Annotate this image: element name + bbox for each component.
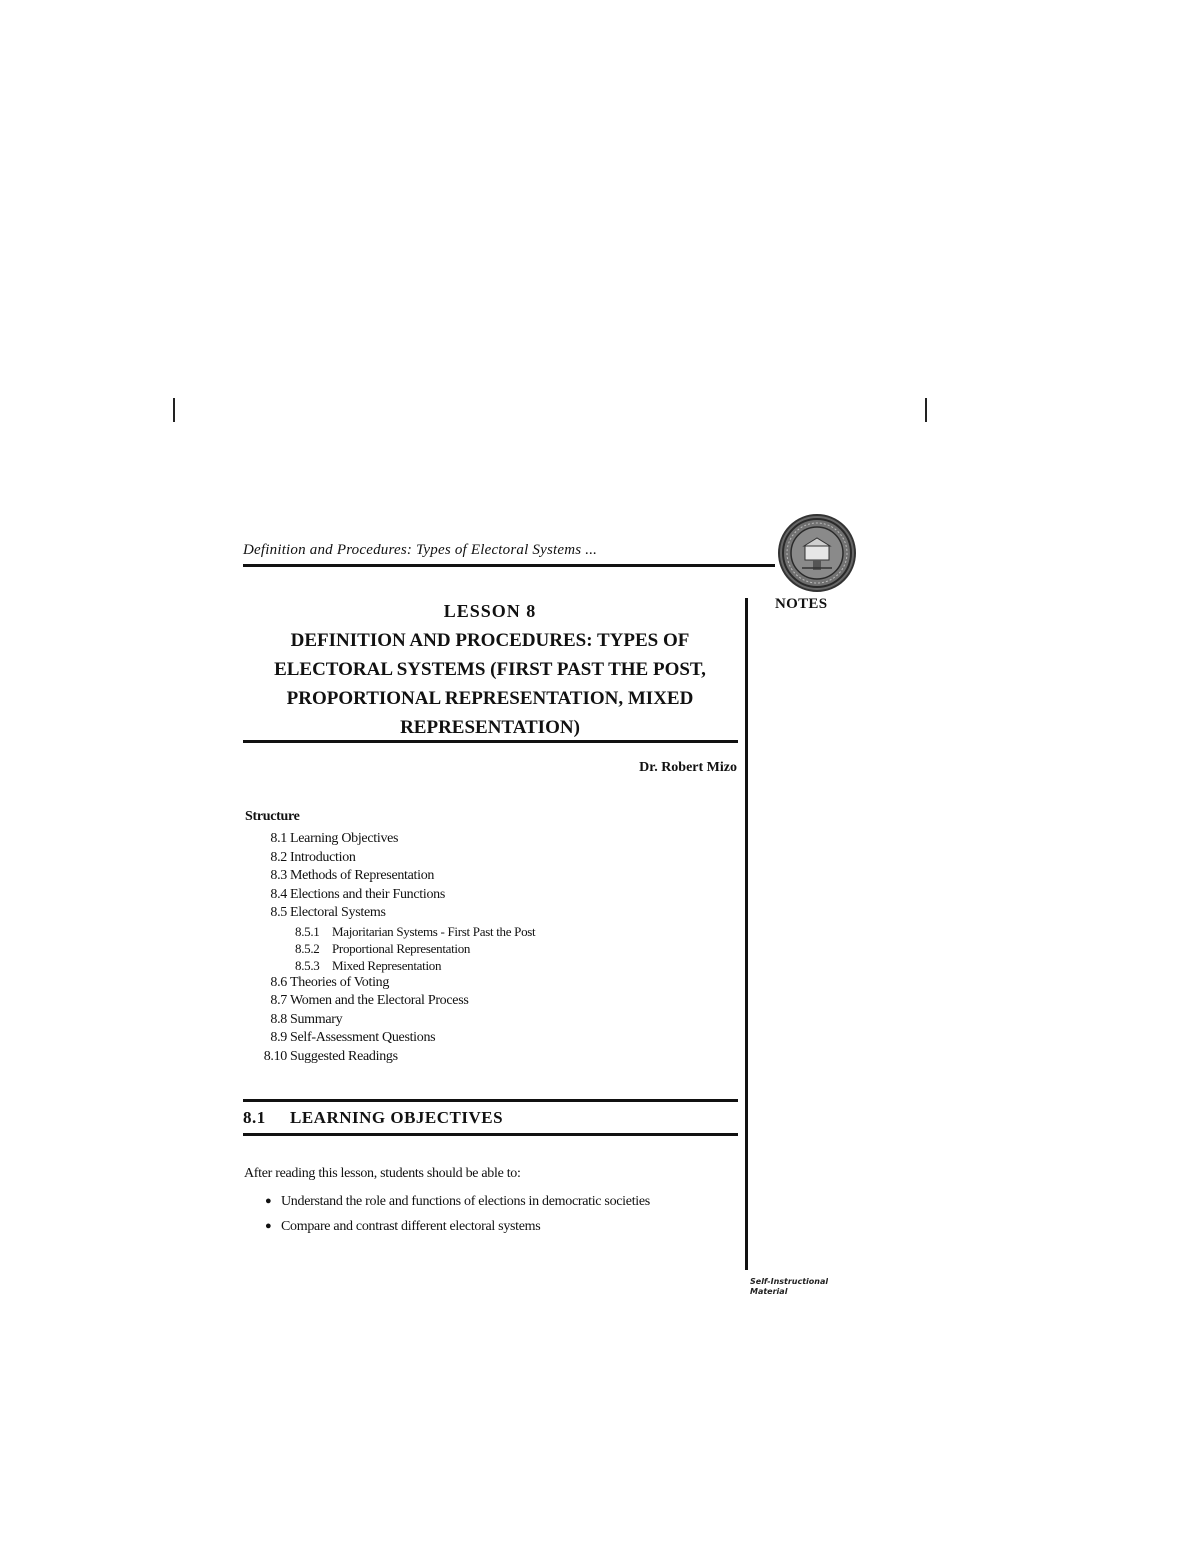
toc-number: 8.5.3 (295, 957, 320, 973)
margin-rule (745, 598, 748, 1270)
footer-line: Material (750, 1287, 788, 1295)
toc-label: Mixed Representation (332, 957, 442, 973)
toc-label: Elections and their Functions (290, 886, 445, 902)
toc-label: Majoritarian Systems - First Past the Post (332, 923, 536, 939)
toc-item (245, 849, 725, 868)
toc-item (245, 974, 725, 993)
objective-text: Understand the role and functions of elections in democratic societies (281, 1194, 650, 1209)
lesson-title (243, 626, 737, 742)
objectives-list (265, 1192, 650, 1242)
list-item (265, 1217, 650, 1242)
toc-label: Learning Objectives (290, 831, 399, 846)
table-of-contents (245, 830, 725, 1066)
section-title: LEARNING OBJECTIVES (290, 1108, 504, 1127)
section-heading (243, 1108, 503, 1128)
toc-number: 8.4 (270, 886, 287, 902)
section-rule-bottom (243, 1133, 738, 1136)
running-head: Definition and Procedures: Types of Electoral Systems ... (243, 542, 598, 558)
toc-number: 8.5.1 (295, 923, 320, 939)
author-name: Dr. Robert Mizo (639, 760, 737, 775)
section-rule-top (243, 1099, 738, 1102)
header-rule (243, 564, 775, 567)
toc-number: 8.9 (270, 1030, 287, 1045)
objective-text: Compare and contrast different electoral systems (281, 1219, 541, 1234)
toc-subitem (245, 957, 725, 974)
toc-number: 8.7 (270, 993, 287, 1008)
university-seal-icon (778, 514, 856, 592)
toc-item (245, 886, 725, 905)
lesson-title-line: REPRESENTATION) (400, 717, 580, 738)
toc-item (245, 1048, 725, 1067)
notes-label: NOTES (775, 596, 828, 612)
toc-label: Electoral Systems (290, 905, 386, 920)
toc-subitem (245, 923, 725, 940)
toc-label: Theories of Voting (290, 974, 390, 990)
lesson-title-line: DEFINITION AND PROCEDURES: TYPES OF (290, 630, 690, 651)
toc-item (245, 1011, 725, 1030)
toc-item (245, 867, 725, 886)
lesson-title-block (243, 598, 737, 742)
toc-number: 8.2 (270, 849, 287, 865)
lesson-title-line: PROPORTIONAL REPRESENTATION, MIXED (286, 688, 694, 709)
toc-number: 8.5 (270, 905, 287, 920)
toc-subitem (245, 940, 725, 957)
toc-item (245, 992, 725, 1011)
section-number: 8.1 (243, 1108, 266, 1127)
toc-number: 8.5.2 (295, 940, 320, 956)
toc-label: Self-Assessment Questions (290, 1030, 436, 1045)
toc-item (245, 904, 725, 923)
crop-mark-right (925, 398, 927, 422)
crop-mark-left (173, 398, 175, 422)
toc-number: 8.1 (270, 831, 287, 846)
footer-label (750, 1277, 828, 1295)
intro-text: After reading this lesson, students should be able to: (244, 1166, 521, 1181)
structure-heading: Structure (245, 809, 300, 824)
list-item (265, 1192, 650, 1217)
toc-number: 8.6 (270, 974, 287, 990)
toc-label: Methods of Representation (290, 868, 435, 883)
toc-number: 8.3 (270, 868, 287, 883)
title-rule (243, 740, 738, 743)
lesson-title-line: ELECTORAL SYSTEMS (FIRST PAST THE POST, (274, 659, 706, 680)
toc-number: 8.8 (270, 1011, 287, 1027)
toc-item (245, 1029, 725, 1048)
toc-label: Introduction (290, 849, 356, 865)
toc-label: Summary (290, 1011, 343, 1027)
lesson-number: LESSON 8 (443, 601, 537, 621)
toc-item (245, 830, 725, 849)
bullet-icon: ● (265, 1195, 272, 1207)
footer-line: Self-Instructional (750, 1277, 829, 1286)
toc-label: Women and the Electoral Process (290, 993, 469, 1008)
bullet-icon: ● (265, 1220, 272, 1232)
toc-label: Suggested Readings (290, 1048, 398, 1064)
toc-number: 8.10 (263, 1048, 287, 1064)
toc-label: Proportional Representation (332, 940, 471, 956)
